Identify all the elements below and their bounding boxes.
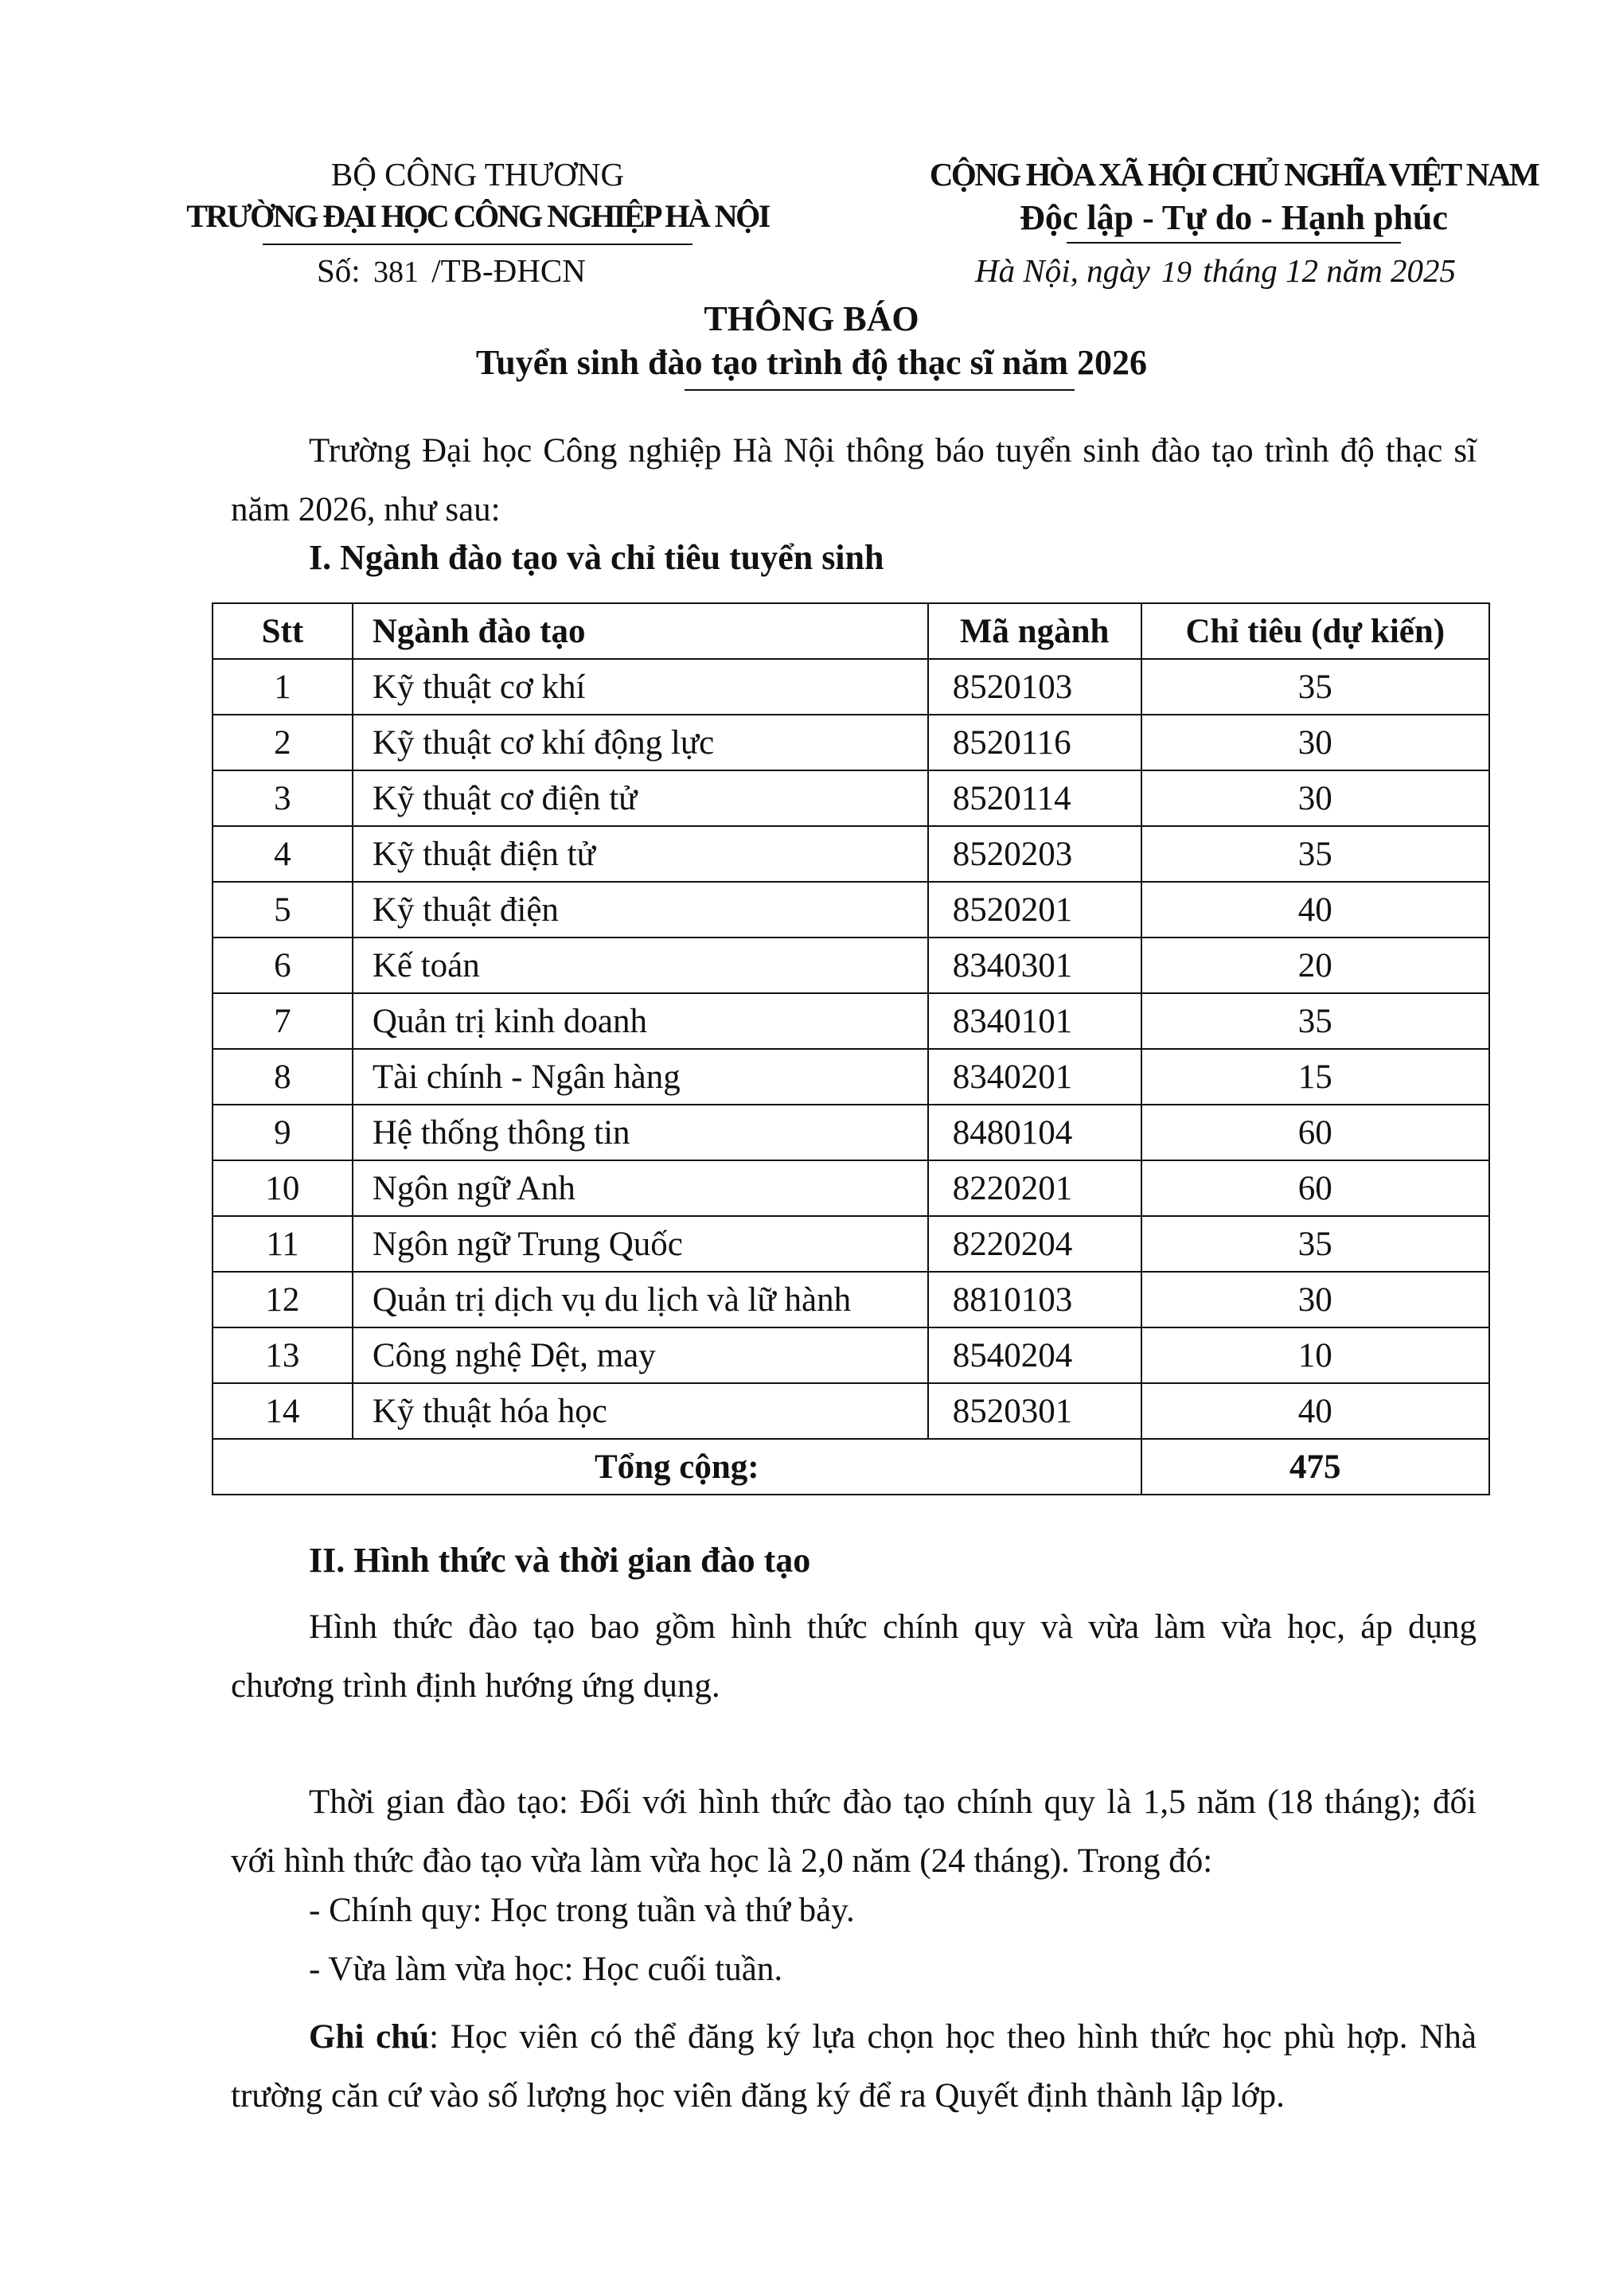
cell-major: Ngôn ngữ Anh [353, 1160, 928, 1216]
cell-code: 8480104 [928, 1105, 1141, 1160]
cell-major: Kỹ thuật cơ điện tử [353, 770, 928, 826]
table-row [213, 1383, 1489, 1439]
cell-quota: 30 [1141, 715, 1489, 770]
doc-number-prefix: Số: [317, 252, 361, 289]
cell-major: Kỹ thuật cơ khí động lực [353, 715, 928, 770]
cell-code: 8520203 [928, 826, 1141, 882]
section-2-heading: II. Hình thức và thời gian đào tạo [309, 1541, 811, 1580]
cell-code: 8520114 [928, 770, 1141, 826]
table-row [213, 826, 1489, 882]
doc-number-suffix: /TB-ĐHCN [431, 252, 586, 289]
cell-stt: 6 [213, 938, 353, 993]
cell-code: 8340101 [928, 993, 1141, 1049]
cell-major: Quản trị dịch vụ du lịch và lữ hành [353, 1272, 928, 1327]
cell-code: 8220201 [928, 1160, 1141, 1216]
cell-quota: 35 [1141, 826, 1489, 882]
table-row [213, 715, 1489, 770]
cell-quota: 40 [1141, 1383, 1489, 1439]
section-1-heading: I. Ngành đào tạo và chỉ tiêu tuyển sinh [309, 538, 884, 577]
cell-stt: 10 [213, 1160, 353, 1216]
cell-code: 8520116 [928, 715, 1141, 770]
forms-paragraph [231, 1598, 1477, 1716]
cell-code: 8220204 [928, 1216, 1141, 1272]
cell-stt: 1 [213, 659, 353, 715]
table-row [213, 1160, 1489, 1216]
table-row [213, 1105, 1489, 1160]
cell-quota: 10 [1141, 1327, 1489, 1383]
admission-quota-table [212, 602, 1490, 1495]
note-paragraph [231, 2008, 1477, 2126]
cell-major: Kỹ thuật điện tử [353, 826, 928, 882]
cell-stt: 5 [213, 882, 353, 938]
cell-major: Ngôn ngữ Trung Quốc [353, 1216, 928, 1272]
cell-quota: 35 [1141, 659, 1489, 715]
cell-quota: 40 [1141, 882, 1489, 938]
table-row [213, 770, 1489, 826]
notice-title: THÔNG BÁO [704, 299, 919, 338]
cell-major: Công nghệ Dệt, may [353, 1327, 928, 1383]
school-name: TRƯỜNG ĐẠI HỌC CÔNG NGHIỆP HÀ NỘI [186, 198, 769, 234]
cell-major: Kỹ thuật hóa học [353, 1383, 928, 1439]
cell-quota: 15 [1141, 1049, 1489, 1105]
duration-paragraph [231, 1773, 1477, 1891]
cell-major: Kế toán [353, 938, 928, 993]
intro-paragraph [231, 422, 1477, 540]
ministry-name: BỘ CÔNG THƯƠNG [330, 156, 625, 193]
table-body [213, 659, 1489, 1439]
document-number [317, 251, 586, 290]
cell-stt: 8 [213, 1049, 353, 1105]
bullet-fulltime: - Chính quy: Học trong tuần và thứ bảy. [309, 1892, 855, 1929]
table-row [213, 1272, 1489, 1327]
cell-stt: 2 [213, 715, 353, 770]
total-label: Tổng cộng: [213, 1439, 1141, 1495]
date-line [975, 251, 1456, 290]
duration-text: Thời gian đào tạo: Đối với hình thức đào tạo chính quy là 1,5 năm (18 tháng); đối với hình thức đào tạo vừa làm vừa học là 2,0 năm (24 tháng). Trong đó: [231, 1783, 1477, 1880]
header-major: Ngành đào tạo [353, 603, 928, 659]
header-quota: Chỉ tiêu (dự kiến) [1141, 603, 1489, 659]
national-motto: Độc lập - Tự do - Hạnh phúc [1020, 198, 1448, 237]
cell-stt: 11 [213, 1216, 353, 1272]
cell-stt: 9 [213, 1105, 353, 1160]
doc-number-value: 381 [373, 255, 419, 289]
table-row [213, 938, 1489, 993]
cell-quota: 35 [1141, 993, 1489, 1049]
cell-code: 8520103 [928, 659, 1141, 715]
cell-code: 8520201 [928, 882, 1141, 938]
notice-subtitle: Tuyển sinh đào tạo trình độ thạc sĩ năm 2026 [475, 343, 1148, 382]
cell-quota: 60 [1141, 1160, 1489, 1216]
cell-quota: 30 [1141, 770, 1489, 826]
header-code: Mã ngành [928, 603, 1141, 659]
header-stt: Stt [213, 603, 353, 659]
table-row [213, 1049, 1489, 1105]
cell-stt: 3 [213, 770, 353, 826]
cell-quota: 35 [1141, 1216, 1489, 1272]
school-underline [263, 244, 693, 245]
note-text: : Học viên có thể đăng ký lựa chọn học theo hình thức học phù hợp. Nhà trường căn cứ vào số lượng học viên đăng ký để ra Quyết định thành lập lớp. [231, 2018, 1477, 2115]
cell-code: 8540204 [928, 1327, 1141, 1383]
date-day: 19 [1161, 255, 1192, 289]
intro-text: Trường Đại học Công nghiệp Hà Nội thông báo tuyển sinh đào tạo trình độ thạc sĩ năm 2026, như sau: [231, 432, 1477, 528]
cell-quota: 60 [1141, 1105, 1489, 1160]
bullet-parttime: - Vừa làm vừa học: Học cuối tuần. [309, 1951, 783, 1988]
cell-major: Quản trị kinh doanh [353, 993, 928, 1049]
cell-major: Kỹ thuật cơ khí [353, 659, 928, 715]
cell-quota: 30 [1141, 1272, 1489, 1327]
cell-major: Tài chính - Ngân hàng [353, 1049, 928, 1105]
cell-major: Hệ thống thông tin [353, 1105, 928, 1160]
total-value: 475 [1141, 1439, 1489, 1495]
cell-quota: 20 [1141, 938, 1489, 993]
table-row [213, 1327, 1489, 1383]
republic-name: CỘNG HÒA XÃ HỘI CHỦ NGHĨA VIỆT NAM [929, 156, 1539, 193]
table-row [213, 659, 1489, 715]
table-total-row [213, 1439, 1489, 1495]
cell-code: 8520301 [928, 1383, 1141, 1439]
date-prefix: Hà Nội, ngày [975, 252, 1150, 289]
motto-underline [1067, 242, 1401, 244]
table-row [213, 993, 1489, 1049]
forms-text: Hình thức đào tạo bao gồm hình thức chính quy và vừa làm vừa học, áp dụng chương trình định hướng ứng dụng. [231, 1608, 1477, 1705]
cell-stt: 4 [213, 826, 353, 882]
cell-code: 8340201 [928, 1049, 1141, 1105]
note-label: Ghi chú [309, 2018, 430, 2056]
date-suffix: tháng 12 năm 2025 [1203, 252, 1457, 289]
table-row [213, 1216, 1489, 1272]
cell-stt: 12 [213, 1272, 353, 1327]
cell-stt: 13 [213, 1327, 353, 1383]
cell-stt: 7 [213, 993, 353, 1049]
cell-code: 8810103 [928, 1272, 1141, 1327]
cell-code: 8340301 [928, 938, 1141, 993]
table-row [213, 882, 1489, 938]
cell-stt: 14 [213, 1383, 353, 1439]
title-underline [685, 389, 1075, 391]
cell-major: Kỹ thuật điện [353, 882, 928, 938]
table-header-row [213, 603, 1489, 659]
